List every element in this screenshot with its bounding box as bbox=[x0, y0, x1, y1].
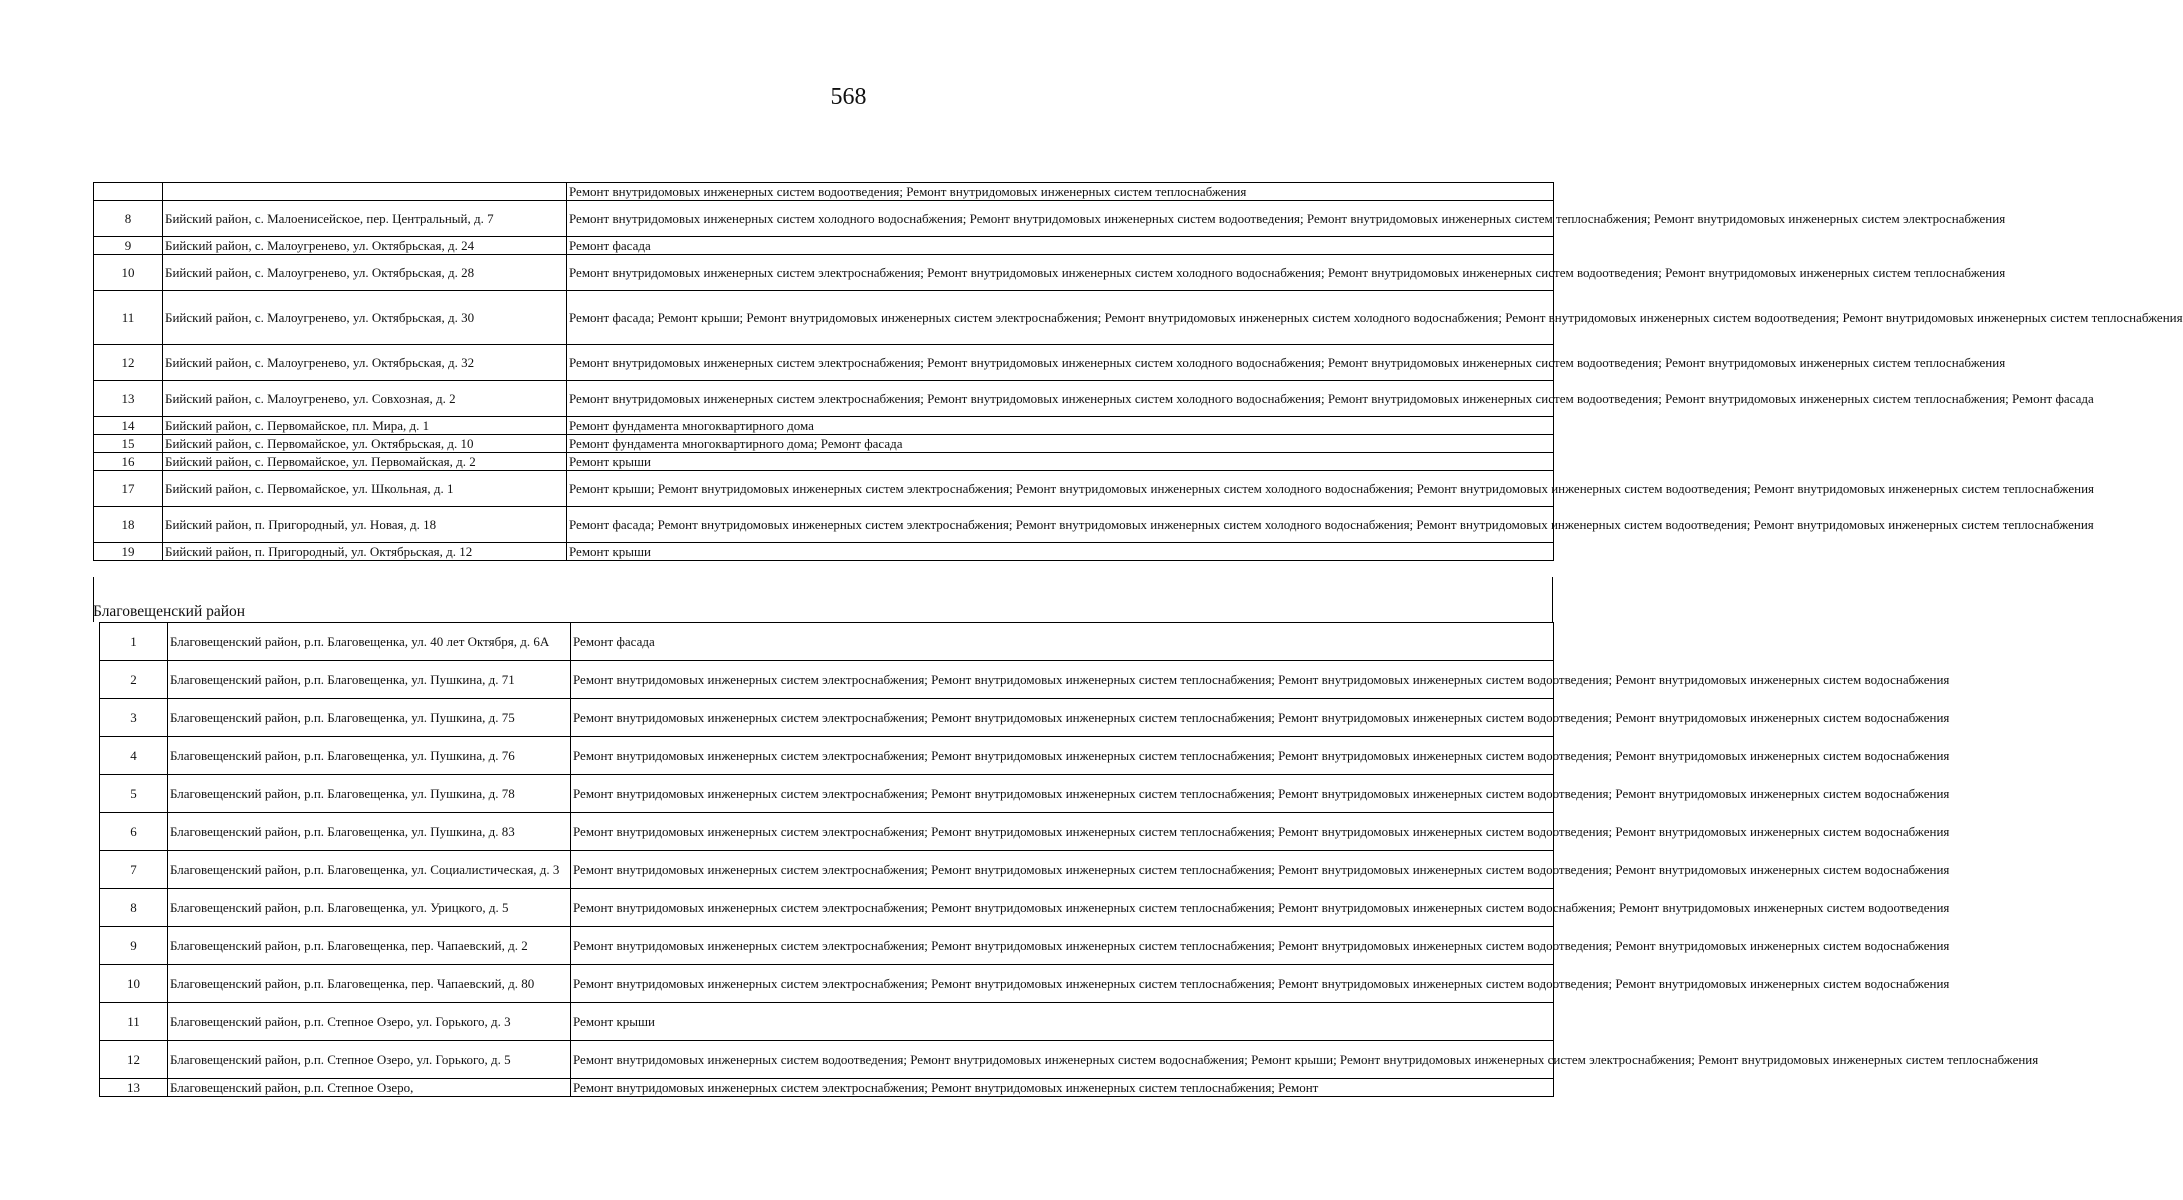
table-row bbox=[94, 183, 1554, 201]
table-row bbox=[100, 1079, 1554, 1097]
row-number: 17 bbox=[94, 471, 163, 507]
works-cell: Ремонт внутридомовых инженерных систем водоотведения; Ремонт внутридомовых инженерных систем теплоснабжения bbox=[567, 183, 1554, 201]
works-cell: Ремонт внутридомовых инженерных систем электроснабжения; Ремонт внутридомовых инженерных систем теплоснабжения; Ремонт внутридомовых инженерных систем водоснабжения; Ремонт внутридомовых инженерных систем водоотведения bbox=[571, 889, 1554, 927]
address-cell: Бийский район, п. Пригородный, ул. Октябрьская, д. 12 bbox=[163, 543, 567, 561]
works-cell: Ремонт внутридомовых инженерных систем холодного водоснабжения; Ремонт внутридомовых инженерных систем водоотведения; Ремонт внутридомовых инженерных систем теплоснабжения; Ремонт внутридомовых инженерных систем электроснабжения bbox=[567, 201, 1554, 237]
section-title: Благовещенский район bbox=[93, 603, 246, 620]
works-cell: Ремонт внутридомовых инженерных систем электроснабжения; Ремонт внутридомовых инженерных систем теплоснабжения; Ремонт внутридомовых инженерных систем водоотведения; Ремонт внутридомовых инженерных систем водоснабжения bbox=[571, 965, 1554, 1003]
table-row bbox=[94, 435, 1554, 453]
works-cell: Ремонт внутридомовых инженерных систем электроснабжения; Ремонт внутридомовых инженерных систем теплоснабжения; Ремонт внутридомовых инженерных систем водоотведения; Ремонт внутридомовых инженерных систем водоснабжения bbox=[571, 699, 1554, 737]
works-cell: Ремонт внутридомовых инженерных систем электроснабжения; Ремонт внутридомовых инженерных систем холодного водоснабжения; Ремонт внутридомовых инженерных систем водоотведения; Ремонт внутридомовых инженерных систем теплоснабжения bbox=[567, 345, 1554, 381]
works-cell: Ремонт фасада; Ремонт крыши; Ремонт внутридомовых инженерных систем электроснабжения; Ремонт внутридомовых инженерных систем холодного водоснабжения; Ремонт внутридомовых инженерных систем водоотведения; Ремонт внутридомовых инженерных систем теплоснабжения bbox=[567, 291, 1554, 345]
works-cell: Ремонт внутридомовых инженерных систем электроснабжения; Ремонт внутридомовых инженерных систем холодного водоснабжения; Ремонт внутридомовых инженерных систем водоотведения; Ремонт внутридомовых инженерных систем теплоснабжения bbox=[567, 255, 1554, 291]
address-cell: Благовещенский район, р.п. Благовещенка, ул. Урицкого, д. 5 bbox=[168, 889, 571, 927]
works-cell: Ремонт внутридомовых инженерных систем электроснабжения; Ремонт внутридомовых инженерных систем теплоснабжения; Ремонт внутридомовых инженерных систем водоотведения; Ремонт внутридомовых инженерных систем водоснабжения bbox=[571, 775, 1554, 813]
row-number: 8 bbox=[100, 889, 168, 927]
address-cell: Бийский район, с. Малоенисейское, пер. Центральный, д. 7 bbox=[163, 201, 567, 237]
row-number: 4 bbox=[100, 737, 168, 775]
address-cell: Бийский район, с. Первомайское, ул. Школьная, д. 1 bbox=[163, 471, 567, 507]
table-row bbox=[100, 623, 1554, 661]
table-row bbox=[100, 737, 1554, 775]
row-number: 9 bbox=[94, 237, 163, 255]
address-cell: Благовещенский район, р.п. Благовещенка, пер. Чапаевский, д. 2 bbox=[168, 927, 571, 965]
address-cell: Благовещенский район, р.п. Благовещенка, ул. Социалистическая, д. 3 bbox=[168, 851, 571, 889]
address-cell: Бийский район, с. Первомайское, ул. Октябрьская, д. 10 bbox=[163, 435, 567, 453]
address-cell: Бийский район, с. Малоугренево, ул. Октябрьская, д. 24 bbox=[163, 237, 567, 255]
address-cell: Бийский район, с. Первомайское, пл. Мира, д. 1 bbox=[163, 417, 567, 435]
table-row bbox=[94, 201, 1554, 237]
table-row bbox=[100, 661, 1554, 699]
table-row bbox=[100, 699, 1554, 737]
address-cell: Благовещенский район, р.п. Благовещенка, ул. Пушкина, д. 75 bbox=[168, 699, 571, 737]
row-number: 11 bbox=[94, 291, 163, 345]
works-cell: Ремонт внутридомовых инженерных систем электроснабжения; Ремонт внутридомовых инженерных систем теплоснабжения; Ремонт внутридомовых инженерных систем водоотведения; Ремонт внутридомовых инженерных систем водоснабжения bbox=[571, 661, 1554, 699]
table-row bbox=[94, 345, 1554, 381]
table-row bbox=[100, 813, 1554, 851]
table-row bbox=[94, 417, 1554, 435]
table-row bbox=[94, 453, 1554, 471]
row-number: 3 bbox=[100, 699, 168, 737]
works-cell: Ремонт фасада bbox=[571, 623, 1554, 661]
works-cell: Ремонт внутридомовых инженерных систем электроснабжения; Ремонт внутридомовых инженерных систем теплоснабжения; Ремонт внутридомовых инженерных систем водоотведения; Ремонт внутридомовых инженерных систем водоснабжения bbox=[571, 851, 1554, 889]
works-cell: Ремонт внутридомовых инженерных систем электроснабжения; Ремонт внутридомовых инженерных систем теплоснабжения; Ремонт внутридомовых инженерных систем водоотведения; Ремонт внутридомовых инженерных систем водоснабжения bbox=[571, 737, 1554, 775]
works-cell: Ремонт внутридомовых инженерных систем электроснабжения; Ремонт внутридомовых инженерных систем теплоснабжения; Ремонт внутридомовых инженерных систем водоотведения; Ремонт внутридомовых инженерных систем водоснабжения bbox=[571, 927, 1554, 965]
address-cell: Благовещенский район, р.п. Степное Озеро, bbox=[168, 1079, 571, 1097]
works-cell: Ремонт внутридомовых инженерных систем электроснабжения; Ремонт внутридомовых инженерных систем теплоснабжения; Ремонт bbox=[571, 1079, 1554, 1097]
address-cell: Благовещенский район, р.п. Благовещенка, ул. Пушкина, д. 83 bbox=[168, 813, 571, 851]
address-cell bbox=[163, 183, 567, 201]
row-number: 10 bbox=[94, 255, 163, 291]
table-row bbox=[94, 255, 1554, 291]
table-row bbox=[100, 1041, 1554, 1079]
works-cell: Ремонт внутридомовых инженерных систем электроснабжения; Ремонт внутридомовых инженерных систем холодного водоснабжения; Ремонт внутридомовых инженерных систем водоотведения; Ремонт внутридомовых инженерных систем теплоснабжения; Ремонт фасада bbox=[567, 381, 1554, 417]
row-number: 13 bbox=[94, 381, 163, 417]
repair-table-biysk bbox=[93, 182, 2183, 561]
table-row bbox=[94, 471, 1554, 507]
table-row bbox=[94, 237, 1554, 255]
works-cell: Ремонт фасада bbox=[567, 237, 1554, 255]
works-cell: Ремонт крыши bbox=[571, 1003, 1554, 1041]
repair-table-blagoveshchensk bbox=[99, 622, 2039, 1097]
row-number bbox=[94, 183, 163, 201]
row-number: 2 bbox=[100, 661, 168, 699]
address-cell: Бийский район, с. Первомайское, ул. Первомайская, д. 2 bbox=[163, 453, 567, 471]
row-number: 1 bbox=[100, 623, 168, 661]
row-number: 10 bbox=[100, 965, 168, 1003]
address-cell: Благовещенский район, р.п. Благовещенка, ул. Пушкина, д. 78 bbox=[168, 775, 571, 813]
address-cell: Бийский район, с. Малоугренево, ул. Совхозная, д. 2 bbox=[163, 381, 567, 417]
row-number: 15 bbox=[94, 435, 163, 453]
address-cell: Благовещенский район, р.п. Благовещенка, пер. Чапаевский, д. 80 bbox=[168, 965, 571, 1003]
works-cell: Ремонт крыши; Ремонт внутридомовых инженерных систем электроснабжения; Ремонт внутридомовых инженерных систем холодного водоснабжения; Ремонт внутридомовых инженерных систем водоотведения; Ремонт внутридомовых инженерных систем теплоснабжения bbox=[567, 471, 1554, 507]
row-number: 12 bbox=[94, 345, 163, 381]
row-number: 16 bbox=[94, 453, 163, 471]
row-number: 14 bbox=[94, 417, 163, 435]
table-row bbox=[100, 965, 1554, 1003]
address-cell: Благовещенский район, р.п. Благовещенка, ул. Пушкина, д. 71 bbox=[168, 661, 571, 699]
table-row bbox=[94, 507, 1554, 543]
table-row bbox=[94, 291, 1554, 345]
works-cell: Ремонт крыши bbox=[567, 453, 1554, 471]
row-number: 6 bbox=[100, 813, 168, 851]
row-number: 5 bbox=[100, 775, 168, 813]
table-row bbox=[100, 775, 1554, 813]
table-row bbox=[100, 1003, 1554, 1041]
works-cell: Ремонт внутридомовых инженерных систем водоотведения; Ремонт внутридомовых инженерных систем водоснабжения; Ремонт крыши; Ремонт внутридомовых инженерных систем электроснабжения; Ремонт внутридомовых инженерных систем теплоснабжения bbox=[571, 1041, 1554, 1079]
row-number: 19 bbox=[94, 543, 163, 561]
table-row bbox=[100, 927, 1554, 965]
address-cell: Бийский район, с. Малоугренево, ул. Октябрьская, д. 28 bbox=[163, 255, 567, 291]
row-number: 11 bbox=[100, 1003, 168, 1041]
page-number: 568 bbox=[830, 84, 867, 110]
address-cell: Бийский район, с. Малоугренево, ул. Октябрьская, д. 30 bbox=[163, 291, 567, 345]
row-number: 18 bbox=[94, 507, 163, 543]
table-row bbox=[100, 851, 1554, 889]
row-number: 8 bbox=[94, 201, 163, 237]
works-cell: Ремонт фасада; Ремонт внутридомовых инженерных систем электроснабжения; Ремонт внутридомовых инженерных систем холодного водоснабжения; Ремонт внутридомовых инженерных систем водоотведения; Ремонт внутридомовых инженерных систем теплоснабжения bbox=[567, 507, 1554, 543]
works-cell: Ремонт фундамента многоквартирного дома; Ремонт фасада bbox=[567, 435, 1554, 453]
row-number: 7 bbox=[100, 851, 168, 889]
address-cell: Бийский район, п. Пригородный, ул. Новая, д. 18 bbox=[163, 507, 567, 543]
row-number: 12 bbox=[100, 1041, 168, 1079]
works-cell: Ремонт крыши bbox=[567, 543, 1554, 561]
address-cell: Благовещенский район, р.п. Благовещенка, ул. Пушкина, д. 76 bbox=[168, 737, 571, 775]
address-cell: Благовещенский район, р.п. Степное Озеро, ул. Горького, д. 3 bbox=[168, 1003, 571, 1041]
table-row bbox=[94, 543, 1554, 561]
works-cell: Ремонт внутридомовых инженерных систем электроснабжения; Ремонт внутридомовых инженерных систем теплоснабжения; Ремонт внутридомовых инженерных систем водоотведения; Ремонт внутридомовых инженерных систем водоснабжения bbox=[571, 813, 1554, 851]
address-cell: Бийский район, с. Малоугренево, ул. Октябрьская, д. 32 bbox=[163, 345, 567, 381]
works-cell: Ремонт фундамента многоквартирного дома bbox=[567, 417, 1554, 435]
row-number: 13 bbox=[100, 1079, 168, 1097]
address-cell: Благовещенский район, р.п. Благовещенка, ул. 40 лет Октября, д. 6А bbox=[168, 623, 571, 661]
row-number: 9 bbox=[100, 927, 168, 965]
table-row bbox=[100, 889, 1554, 927]
section-divider bbox=[93, 577, 1553, 622]
table-row bbox=[94, 381, 1554, 417]
address-cell: Благовещенский район, р.п. Степное Озеро, ул. Горького, д. 5 bbox=[168, 1041, 571, 1079]
